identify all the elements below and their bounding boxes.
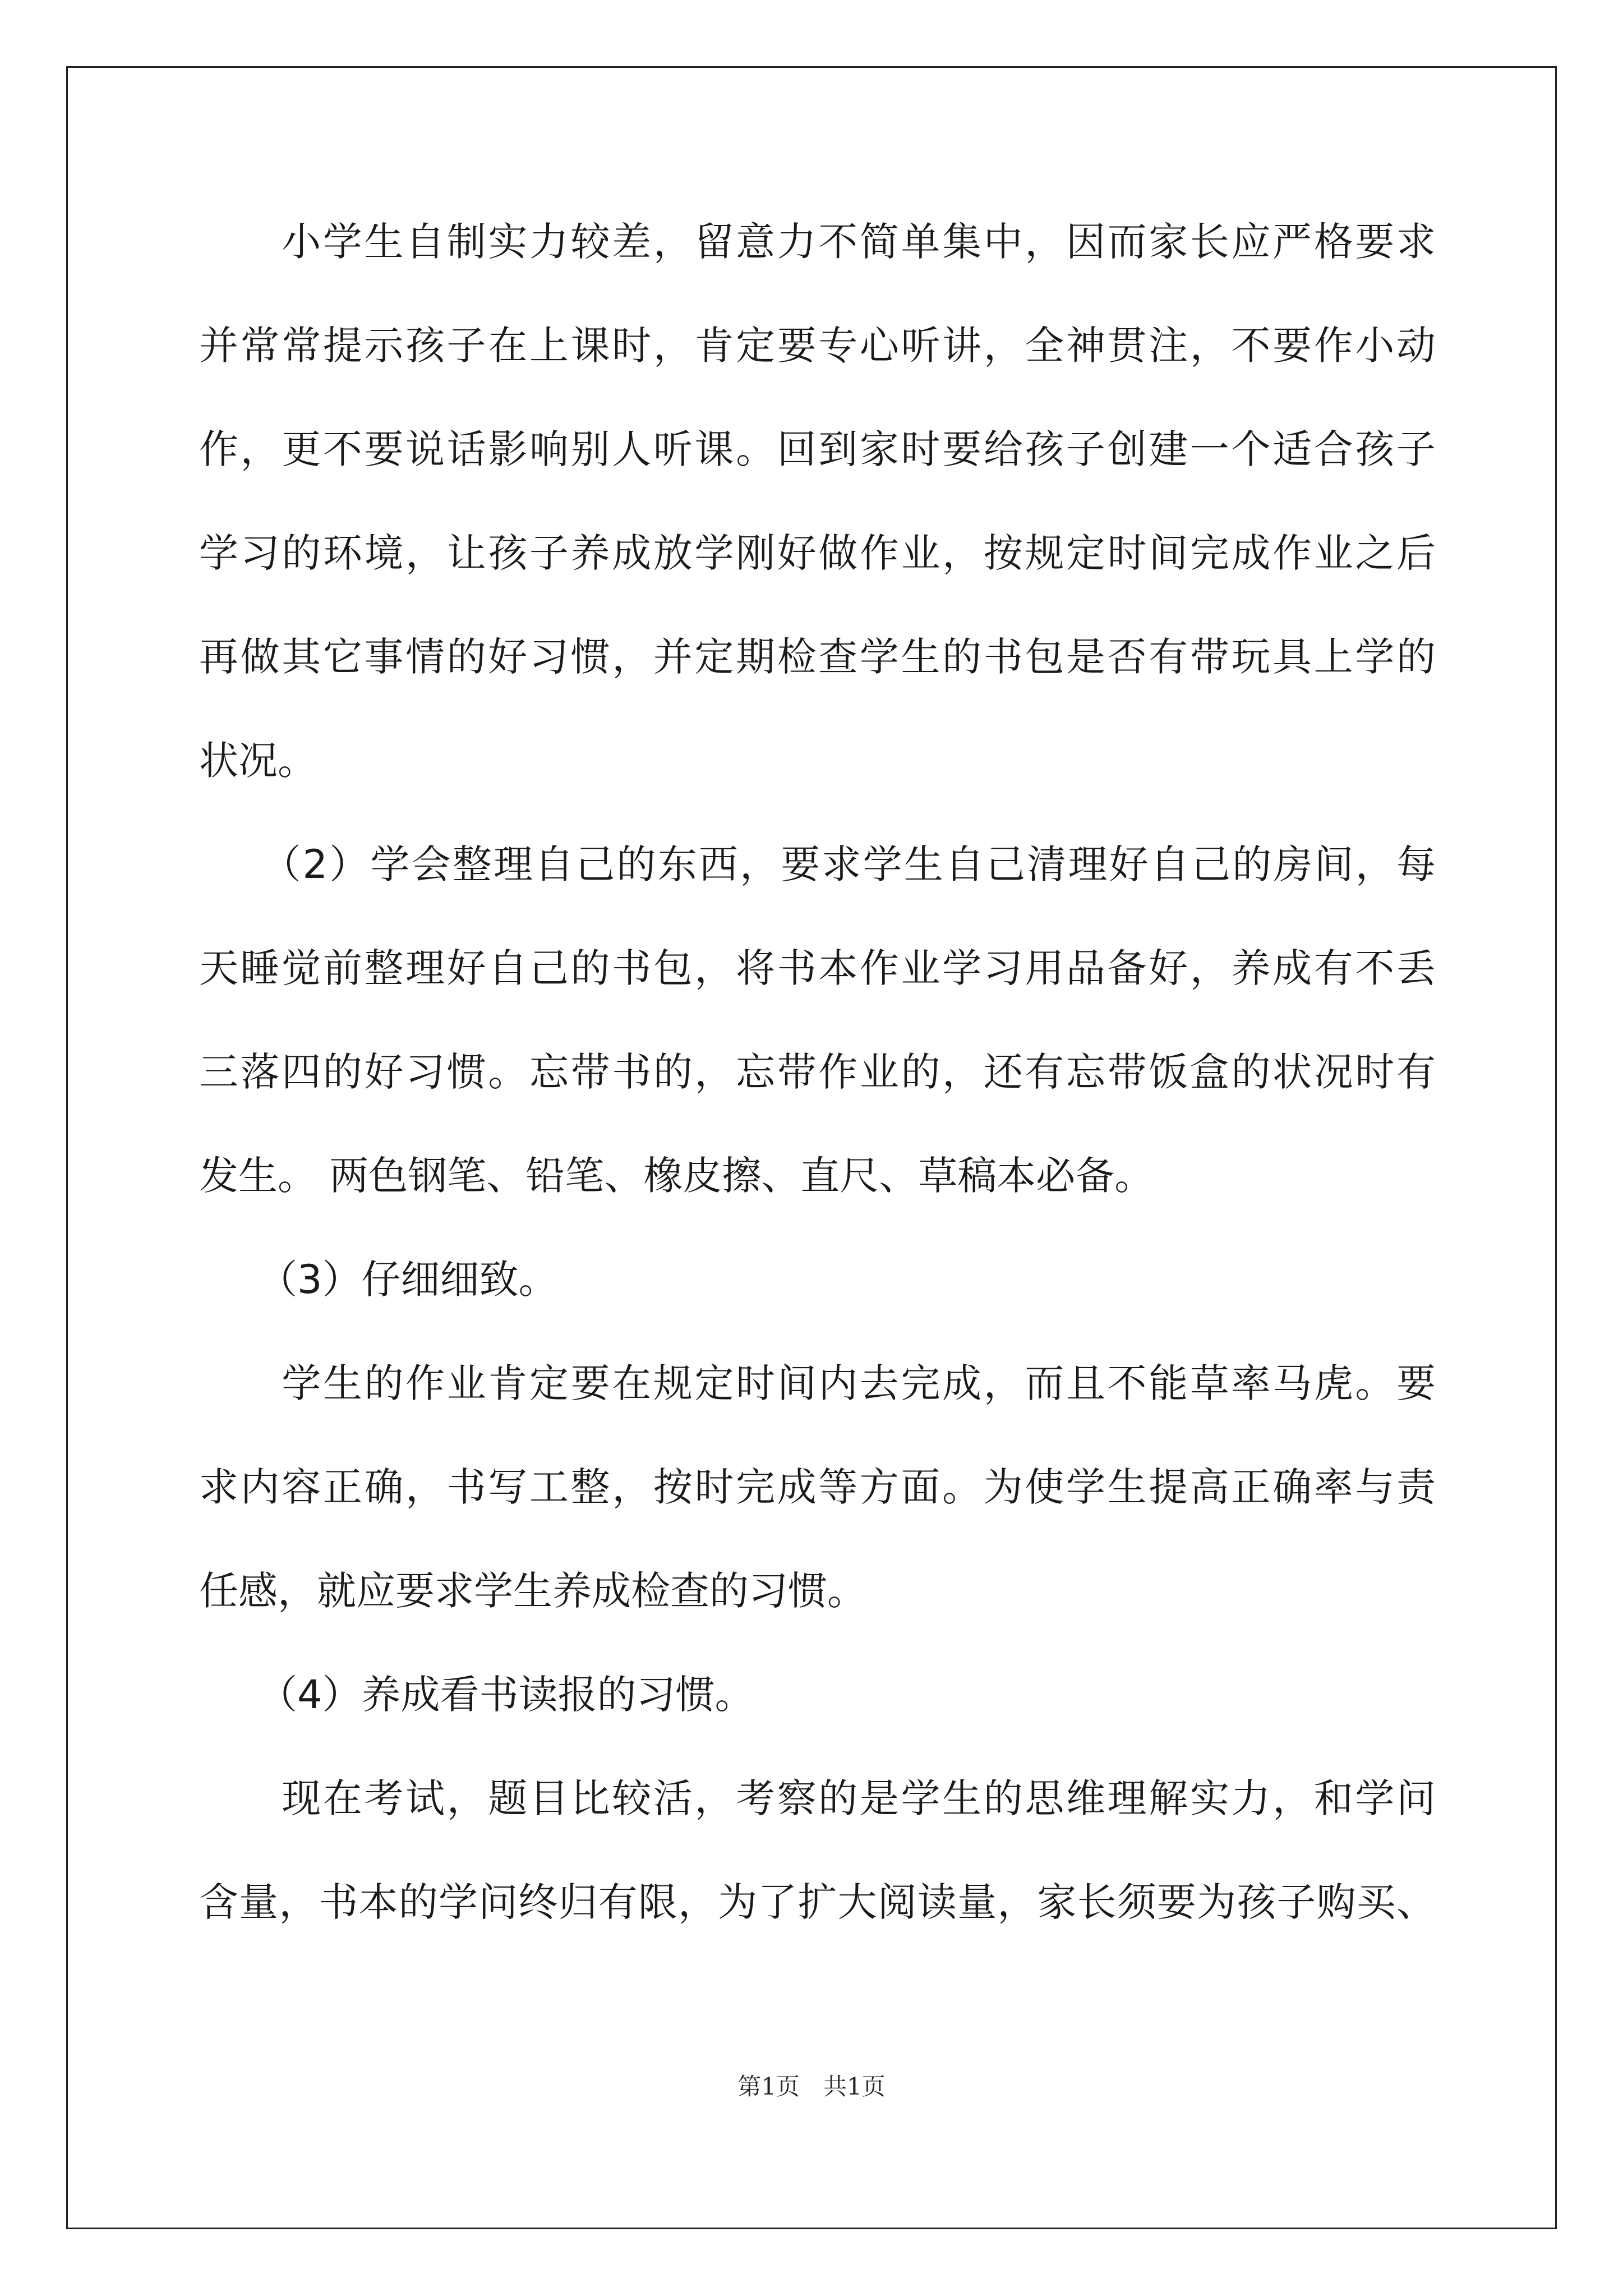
section-heading: （3）仔细细致。 [199,1257,558,1303]
text-line: 学习的环境，让孩子养成放学刚好做作业，按规定时间完成作业之后 [199,530,1436,576]
text-line: 含量，书本的学问终归有限，为了扩大阅读量，家长须要为孩子购买、 [199,1879,1436,1925]
text-line: 学生的作业肯定要在规定时间内去完成，而且不能草率马虎。要 [199,1360,1436,1406]
text-line: 求内容正确，书写工整，按时完成等方面。为使学生提高正确率与责 [199,1464,1436,1510]
text-line: 任感，就应要求学生养成检查的习惯。 [199,1568,866,1614]
text-line: 现在考试，题目比较活，考察的是学生的思维理解实力，和学问 [199,1775,1436,1821]
text-line: 天睡觉前整理好自己的书包，将书本作业学习用品备好，养成有不丢 [199,945,1436,991]
section-heading: （4）养成看书读报的习惯。 [199,1672,754,1718]
text-line: 发生。 两色钢笔、铅笔、橡皮擦、直尺、草稿本必备。 [199,1153,1154,1199]
text-line: 再做其它事情的好习惯，并定期检查学生的书包是否有带玩具上学的 [199,634,1436,680]
text-line: 小学生自制实力较差，留意力不简单集中，因而家长应严格要求 [199,219,1436,265]
page-footer: 第1页 共1页 [737,2073,886,2100]
text-line: 三落四的好习惯。忘带书的，忘带作业的，还有忘带饭盒的状况时有 [199,1049,1436,1095]
text-line: （2）学会整理自己的东西，要求学生自己清理好自己的房间，每 [199,841,1436,887]
text-line: 作，更不要说话影响别人听课。回到家时要给孩子创建一个适合孩子 [199,426,1436,472]
text-line: 状况。 [199,738,317,784]
text-line: 并常常提示孩子在上课时，肯定要专心听讲，全神贯注，不要作小动 [199,323,1436,369]
